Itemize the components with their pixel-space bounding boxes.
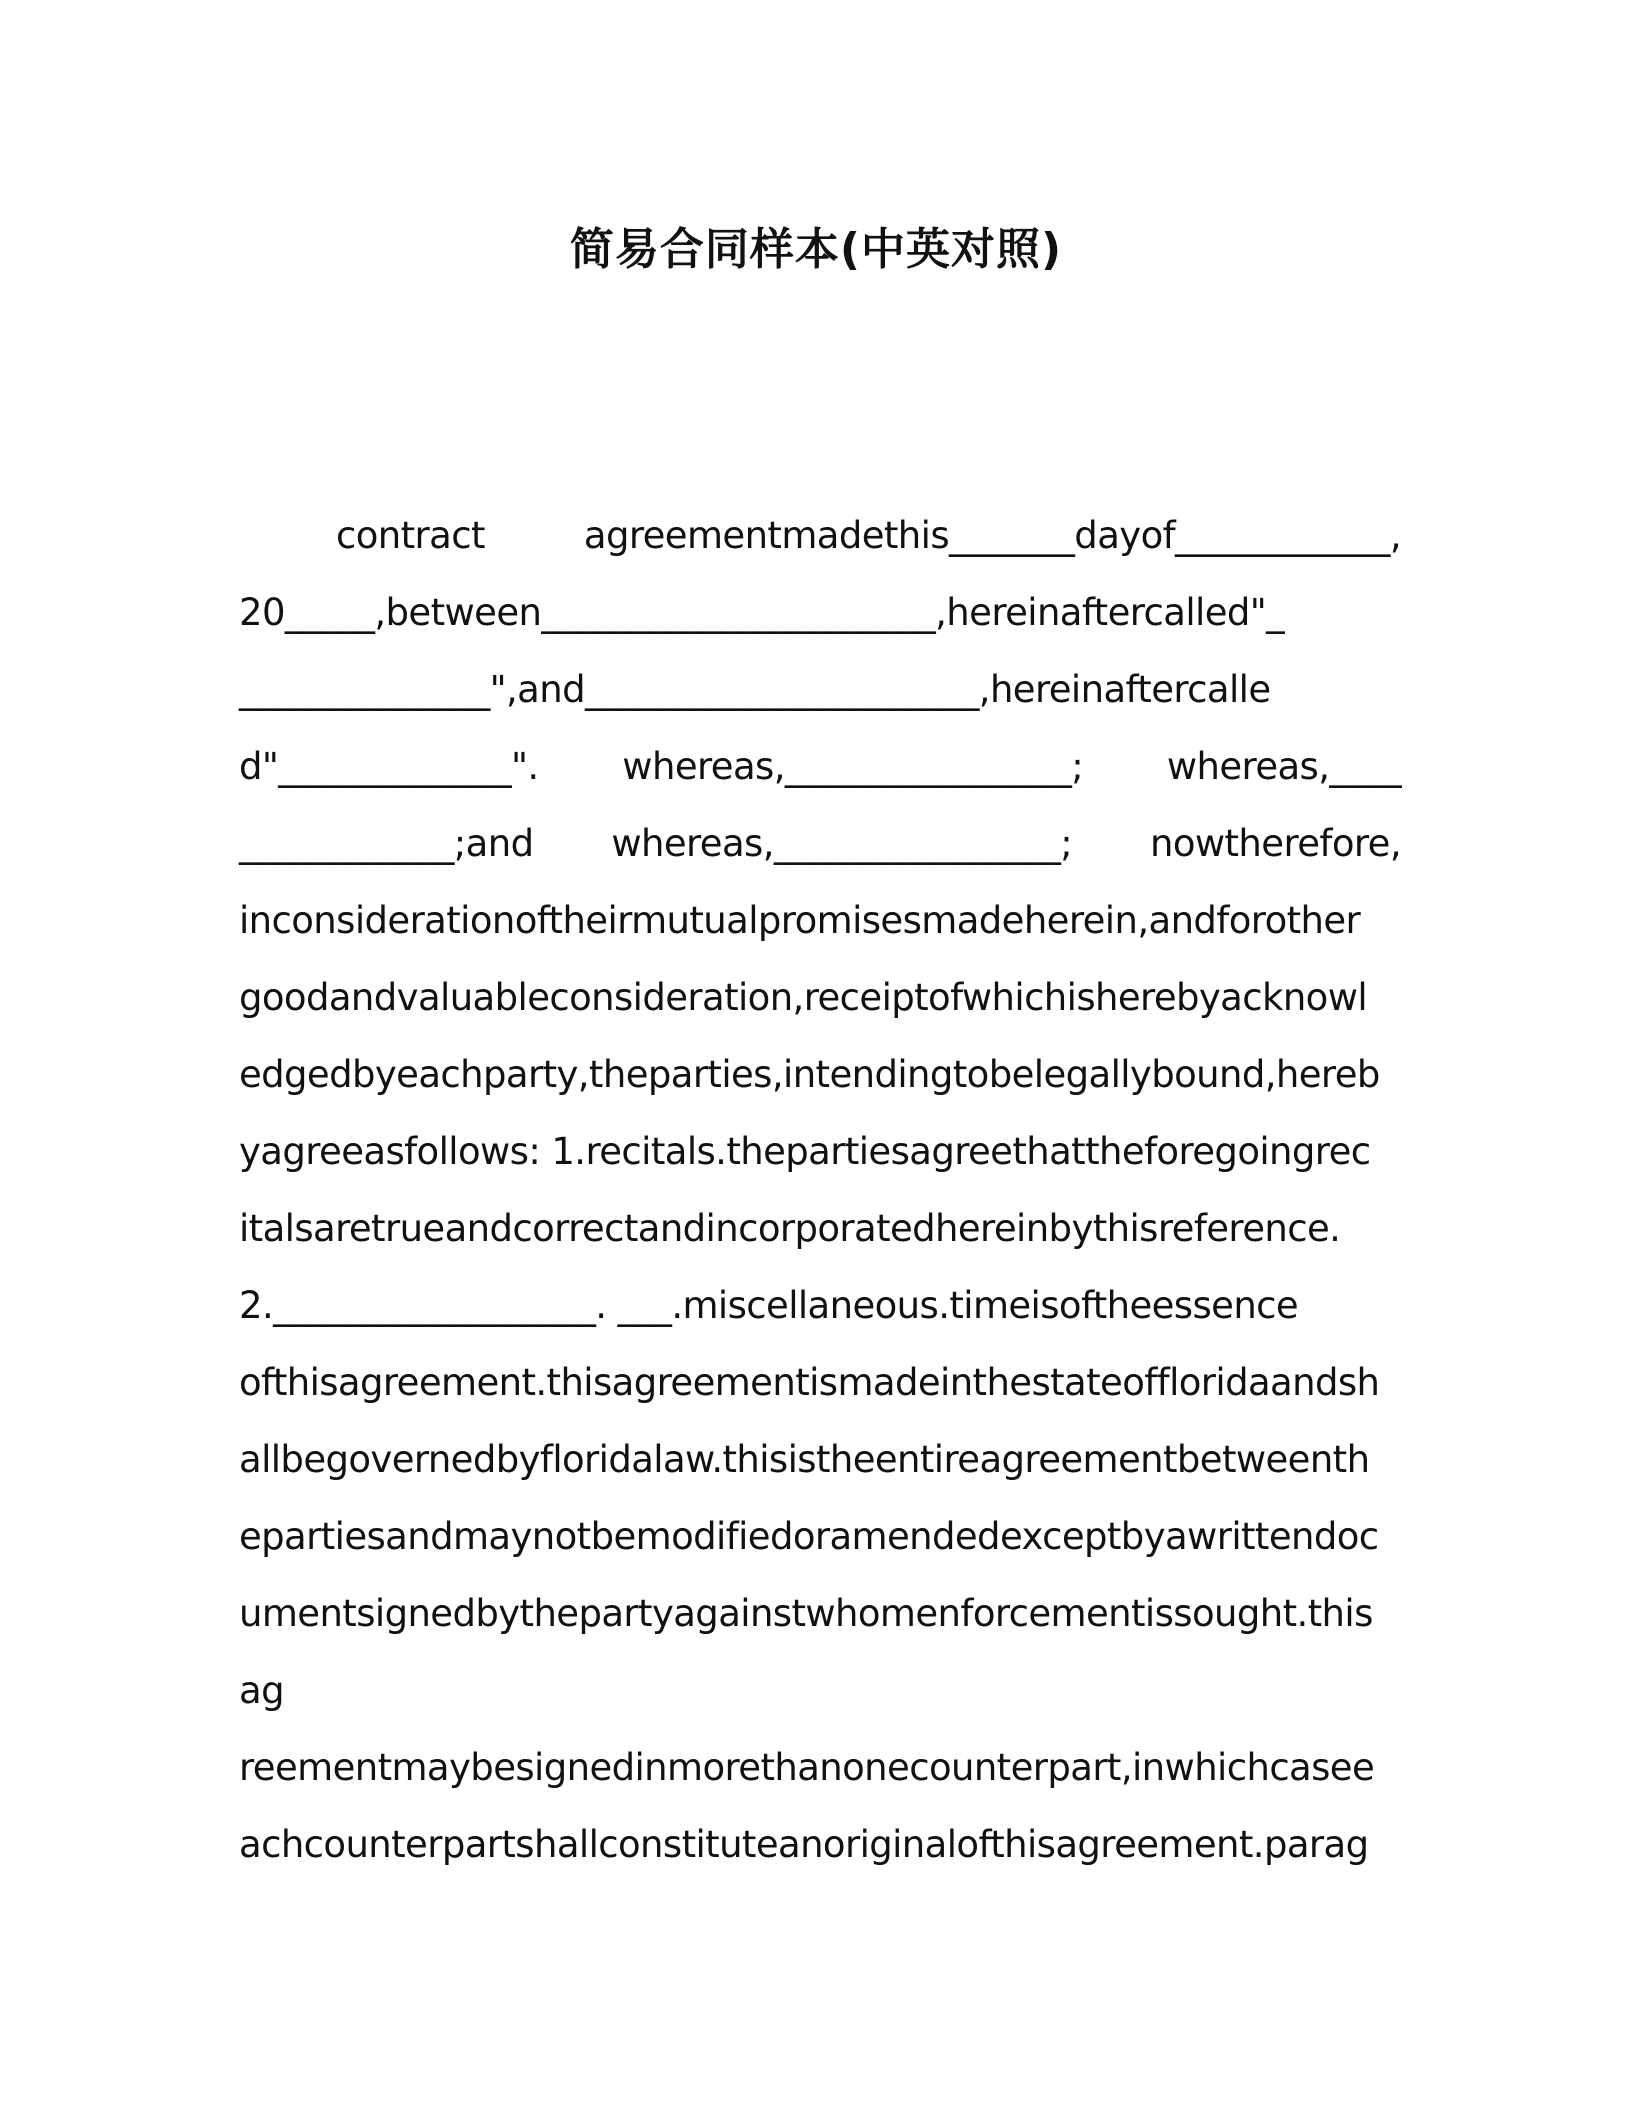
body-line-10: italsaretrueandcorrectandincorporatedhereinbythisreference.	[239, 1207, 1341, 1250]
body-line-2: 20_____,between______________________,hereinaftercalled"_	[239, 591, 1285, 634]
body-line-6: inconsiderationoftheirmutualpromisesmadeherein,andforother	[239, 899, 1361, 942]
document-title: 简易合同样本(中英对照)	[569, 224, 1063, 275]
body-line-5: ____________;and whereas,________________; nowtherefore,	[239, 822, 1401, 865]
body-line-16: ag	[239, 1669, 284, 1712]
body-line-12: ofthisagreement.thisagreementismadeinthestateoffloridaandsh	[239, 1361, 1380, 1404]
contract-body	[239, 497, 1401, 1883]
body-line-13: allbegovernedbyfloridalaw.thisistheentireagreementbetweenth	[239, 1438, 1370, 1481]
body-line-7: goodandvaluableconsideration,receiptofwhichisherebyacknowl	[239, 976, 1368, 1019]
body-line-18: achcounterpartshallconstituteanoriginalofthisagreement.parag	[239, 1823, 1369, 1866]
body-line-3: ______________",and______________________,hereinaftercalle	[239, 668, 1271, 711]
body-line-9: yagreeasfollows: 1.recitals.thepartiesagreethattheforegoingrec	[239, 1130, 1371, 1173]
body-line-15: umentsignedbythepartyagainstwhomenforcementissought.this	[239, 1592, 1373, 1635]
body-line-11: 2.__________________. ___.miscellaneous.timeisoftheessence	[239, 1284, 1299, 1327]
body-line-1: contract agreementmadethis_______dayof____________,	[336, 514, 1401, 557]
body-line-8: edgedbyeachparty,theparties,intendingtobelegallybound,hereb	[239, 1053, 1380, 1096]
body-line-4: d"_____________". whereas,________________; whereas,____	[239, 745, 1401, 788]
body-line-17: reementmaybesignedinmorethanonecounterpart,inwhichcasee	[239, 1746, 1375, 1789]
body-line-14: epartiesandmaynotbemodifiedoramendedexceptbyawrittendoc	[239, 1515, 1379, 1558]
